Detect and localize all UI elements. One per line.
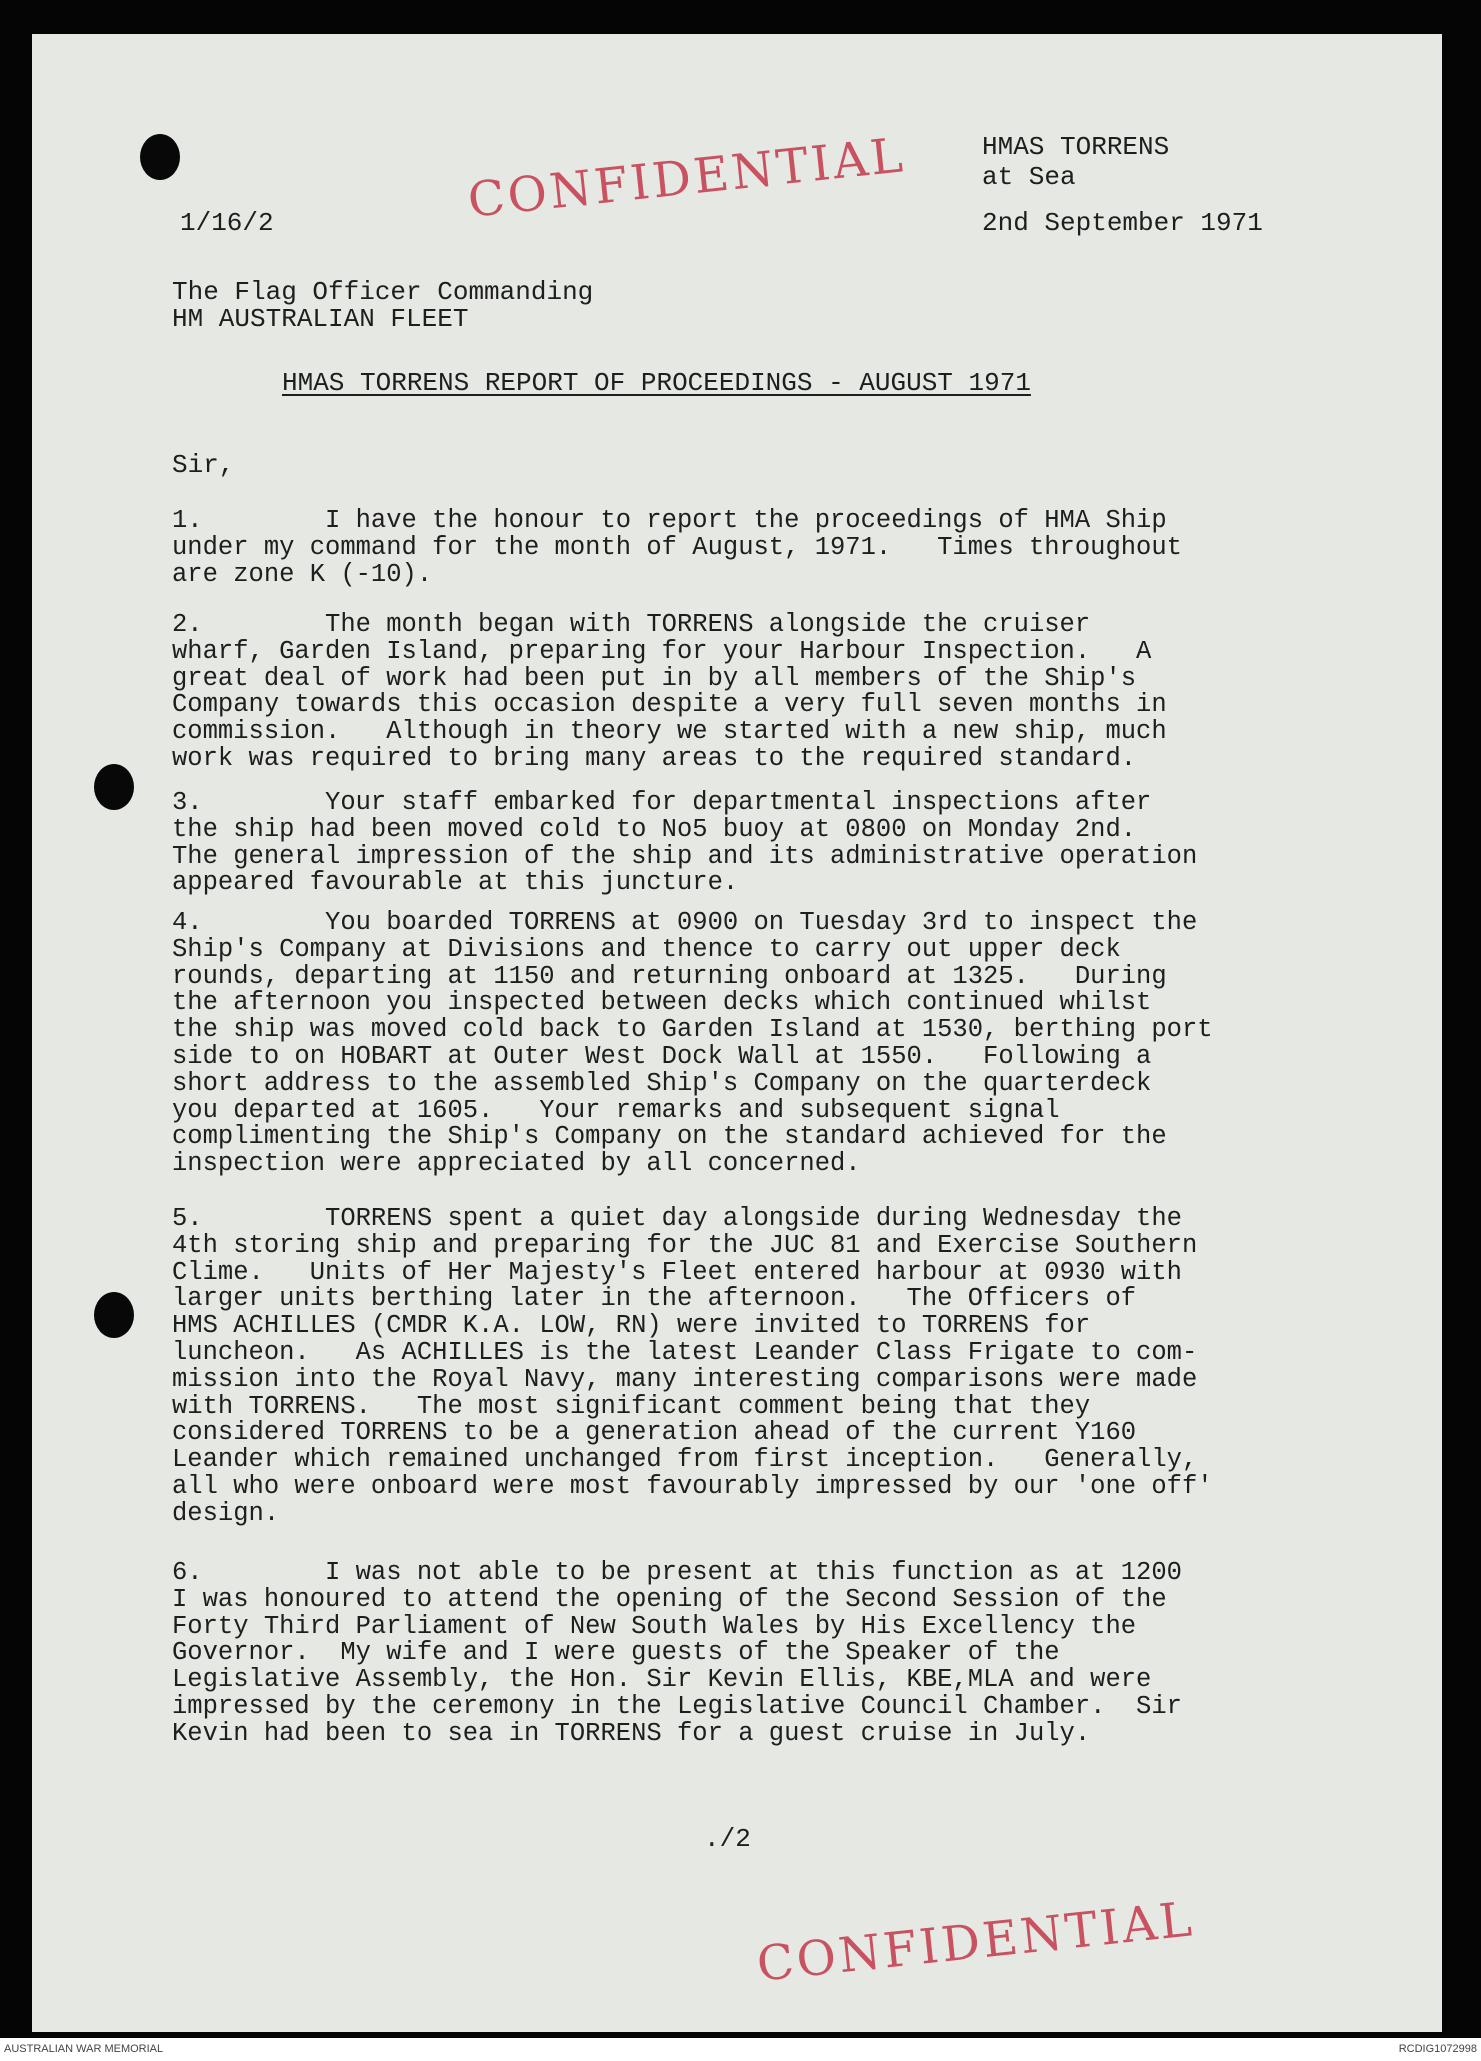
paragraph-line: 5. TORRENS spent a quiet day alongside during Wednesday the [172,1204,1182,1233]
paragraph-1 [172,508,1442,588]
paragraph-5 [172,1206,1442,1528]
paragraph-2 [172,612,1442,773]
paragraph-line: HMS ACHILLES (CMDR K.A. LOW, RN) were invited to TORRENS for [172,1311,1091,1341]
paragraph-line: you departed at 1605. Your remarks and subsequent signal [172,1095,1060,1125]
paragraph-line: 1. I have the honour to report the proceedings of HMA Ship [172,506,1167,535]
paragraph-line: rounds, departing at 1150 and returning onboard at 1325. During [172,961,1167,991]
paragraph-line: 6. I was not able to be present at this function as at 1200 [172,1558,1182,1587]
paragraph-line: complimenting the Ship's Company on the standard achieved for the [172,1122,1167,1152]
paragraph-line: Ship's Company at Divisions and thence to carry out upper deck [172,934,1121,964]
paragraph-line: 2. The month began with TORRENS alongside the cruiser [172,610,1091,639]
paragraph-line: all who were onboard were most favourably impressed by our 'one off' [172,1471,1213,1501]
addressee-line-1: The Flag Officer Commanding [172,277,594,307]
paragraph-line: design. [172,1498,280,1528]
header-ship: HMAS TORRENS [982,132,1170,162]
paragraph-line: under my command for the month of August, 1971. Times throughout [172,532,1182,562]
header-date: 2nd September 1971 [982,208,1263,238]
paragraph-line: work was required to bring many areas to the required standard. [172,743,1137,773]
archive-footer [0,2038,1481,2061]
paragraph-line: I was honoured to attend the opening of the Second Session of the [172,1584,1167,1614]
paragraph-3 [172,790,1442,897]
paragraph-line: are zone K (-10). [172,559,433,589]
paragraph-line: considered TORRENS to be a generation ahead of the current Y160 [172,1418,1137,1448]
paragraph-4 [172,910,1442,1178]
punch-hole [94,764,134,810]
paragraph-line: commission. Although in theory we started with a new ship, much [172,717,1167,747]
paragraph-line: 4th storing ship and preparing for the JUC 81 and Exercise Southern [172,1230,1198,1260]
paragraph-line: luncheon. As ACHILLES is the latest Leander Class Frigate to com- [172,1337,1198,1367]
paragraph-line: mission into the Royal Navy, many interesting comparisons were made [172,1364,1198,1394]
paragraph-line: impressed by the ceremony in the Legislative Council Chamber. Sir [172,1691,1182,1721]
header-location: at Sea [982,162,1076,192]
footer-source: AUSTRALIAN WAR MEMORIAL [4,2043,164,2055]
document-page [32,34,1442,2032]
paragraph-line: Forty Third Parliament of New South Wales by His Excellency the [172,1611,1137,1641]
paragraph-line: Legislative Assembly, the Hon. Sir Kevin Ellis, KBE,MLA and were [172,1665,1152,1695]
paragraph-line: 4. You boarded TORRENS at 0900 on Tuesday 3rd to inspect the [172,908,1198,937]
paragraph-line: Governor. My wife and I were guests of the Speaker of the [172,1638,1060,1668]
paragraph-line: the ship was moved cold back to Garden Island at 1530, berthing port [172,1015,1213,1045]
paragraph-line: appeared favourable at this juncture. [172,868,739,898]
paragraph-line: The general impression of the ship and its administrative operation [172,841,1198,871]
paragraph-line: short address to the assembled Ship's Company on the quarterdeck [172,1068,1152,1098]
confidential-stamp-bottom: CONFIDENTIAL [754,1891,1198,1993]
footer-id: RCDIG1072998 [1398,2043,1477,2055]
salutation: Sir, [172,450,235,480]
paragraph-line: side to on HOBART at Outer West Dock Wall at 1550. Following a [172,1041,1152,1071]
confidential-stamp-top: CONFIDENTIAL [465,127,909,229]
paragraph-line: the ship had been moved cold to No5 buoy at 0800 on Monday 2nd. [172,814,1137,844]
paragraph-line: inspection were appreciated by all concerned. [172,1149,861,1179]
file-reference: 1/16/2 [180,208,274,238]
paragraph-line: larger units berthing later in the afternoon. The Officers of [172,1284,1137,1314]
paragraph-line: Company towards this occasion despite a very full seven months in [172,690,1167,720]
paragraph-line: Clime. Units of Her Majesty's Fleet entered harbour at 0930 with [172,1257,1182,1287]
paragraph-line: with TORRENS. The most significant comment being that they [172,1391,1091,1421]
paragraph-line: Kevin had been to sea in TORRENS for a guest cruise in July. [172,1718,1091,1748]
paragraph-line: Leander which remained unchanged from first inception. Generally, [172,1445,1198,1475]
paragraph-line: wharf, Garden Island, preparing for your Harbour Inspection. A [172,636,1152,666]
paragraph-line: the afternoon you inspected between decks which continued whilst [172,988,1152,1018]
punch-hole [140,134,180,180]
punch-hole [94,1292,134,1338]
paragraph-6 [172,1560,1442,1748]
report-title: HMAS TORRENS REPORT OF PROCEEDINGS - AUGUST 1971 [282,368,1031,398]
page-marker: ./2 [704,1824,751,1854]
paragraph-line: great deal of work had been put in by all members of the Ship's [172,663,1137,693]
paragraph-line: 3. Your staff embarked for departmental inspections after [172,788,1152,817]
addressee-line-2: HM AUSTRALIAN FLEET [172,304,469,334]
